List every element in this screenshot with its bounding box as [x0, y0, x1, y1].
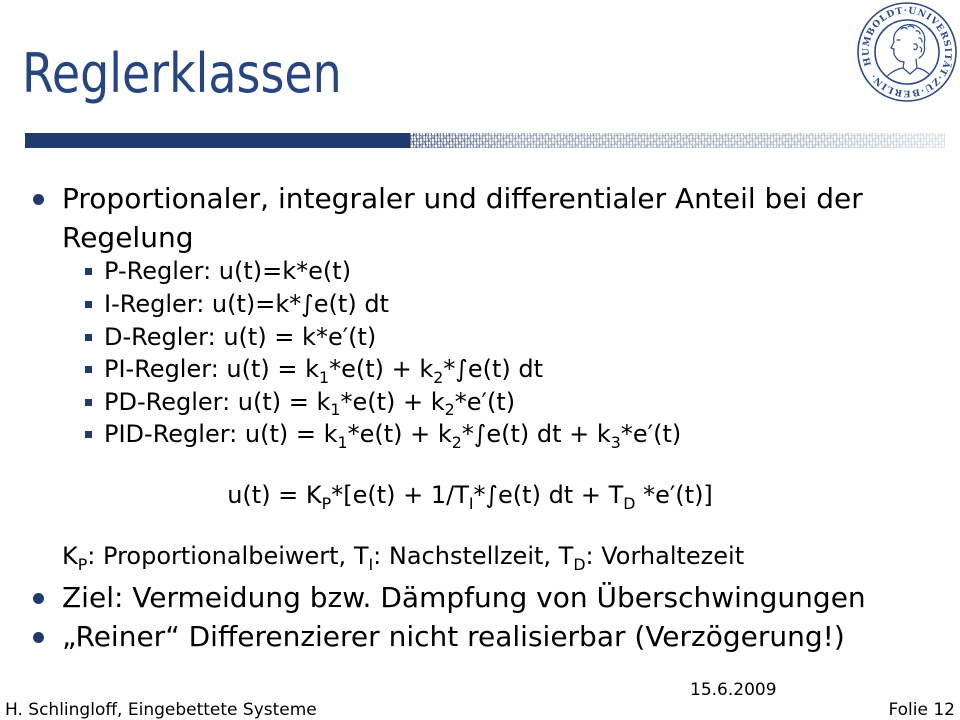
sub-bullet-item [104, 255, 681, 288]
square-bullet-icon [85, 301, 92, 308]
footer-date: 15.6.2009 [690, 679, 777, 700]
text-segment: *e(t) + k [329, 355, 434, 384]
text-segment: *e′(t)] [635, 481, 713, 510]
text-segment: PID-Regler: u(t) = k [104, 420, 338, 449]
text-segment: P-Regler: u(t)=k*e(t) [104, 257, 352, 286]
sub-bullet-item [104, 353, 681, 386]
title-underline-bar [25, 133, 410, 148]
university-seal-logo [856, 0, 958, 106]
sub-bullet-item [104, 418, 681, 451]
bullet-text: „Reiner“ Differenzierer nicht realisierbar (Verzögerung!) [62, 619, 845, 653]
square-bullet-icon [85, 334, 92, 341]
subscript: 1 [337, 432, 348, 452]
text-segment: *∫e(t) dt [443, 355, 544, 384]
subscript: 2 [444, 400, 455, 420]
text-segment: D-Regler: u(t) = k*e′(t) [104, 322, 377, 351]
pid-formula [0, 479, 940, 512]
sub-bullet-text [104, 323, 376, 351]
bullet-item [62, 179, 892, 257]
bullet-item [62, 617, 892, 656]
text-segment: *[e(t) + 1/T [331, 481, 469, 510]
text-segment: I-Regler: u(t)=k*∫e(t) dt [104, 289, 389, 318]
sub-bullet-list [104, 255, 681, 451]
subscript: 3 [610, 432, 621, 452]
text-segment: : Proportionalbeiwert, T [87, 542, 369, 571]
bullet-dot-icon [33, 593, 44, 604]
title-underline-texture [410, 133, 945, 148]
text-segment: u(t) = K [227, 481, 322, 510]
bullet-dot-icon [33, 194, 44, 205]
text-segment: *∫e(t) dt + T [473, 481, 624, 510]
sub-bullet-item [104, 288, 681, 321]
sub-bullet-text [104, 355, 544, 387]
text-segment: : Nachstellzeit, T [373, 542, 574, 571]
text-segment: PD-Regler: u(t) = k [104, 387, 331, 416]
square-bullet-icon [85, 399, 92, 406]
square-bullet-icon [85, 431, 92, 438]
subscript: 1 [330, 400, 341, 420]
parameter-legend [62, 540, 744, 573]
text-segment: : Vorhaltezeit [585, 542, 745, 571]
seal-outer-ring [858, 3, 956, 101]
subscript: P [321, 493, 332, 513]
subscript: D [573, 554, 586, 574]
sub-bullet-item [104, 386, 681, 419]
text-segment: *e′(t) [454, 387, 516, 416]
bullet-dot-icon [33, 632, 44, 643]
square-bullet-icon [85, 268, 92, 275]
subscript: 1 [319, 367, 330, 387]
slide-title: Reglerklassen [22, 42, 342, 105]
subscript: I [468, 493, 474, 513]
sub-bullet-text [104, 290, 389, 318]
subscript: I [368, 554, 374, 574]
subscript: P [77, 554, 88, 574]
subscript: D [623, 493, 636, 513]
text-segment: *∫e(t) dt + k [461, 420, 611, 449]
text-segment: *e(t) + k [347, 420, 452, 449]
text-segment: K [62, 542, 78, 571]
sub-bullet-item [104, 321, 681, 354]
text-segment: *e′(t) [620, 420, 682, 449]
subscript: 2 [451, 432, 462, 452]
sub-bullet-text [104, 387, 516, 420]
bullet-text: Ziel: Vermeidung bzw. Dämpfung von Überschwingungen [62, 580, 866, 614]
sub-bullet-text [104, 420, 682, 452]
footer-author: H. Schlingloff, Eingebettete Systeme [5, 699, 317, 720]
text-segment: PI-Regler: u(t) = k [104, 355, 320, 384]
slide-number: Folie 12 [888, 699, 955, 720]
bullet-item [62, 578, 892, 617]
square-bullet-icon [85, 366, 92, 373]
bullet-text: Proportionaler, integraler und differentialer Anteil bei der Regelung [62, 181, 863, 254]
text-segment: *e(t) + k [340, 387, 445, 416]
subscript: 2 [433, 367, 444, 387]
sub-bullet-text [104, 257, 351, 285]
seal-lettering-path: HUMBOLDT·UNIVERSITÄT·ZU·BERLIN· [861, 6, 953, 98]
seal-inner-ring [875, 20, 939, 84]
